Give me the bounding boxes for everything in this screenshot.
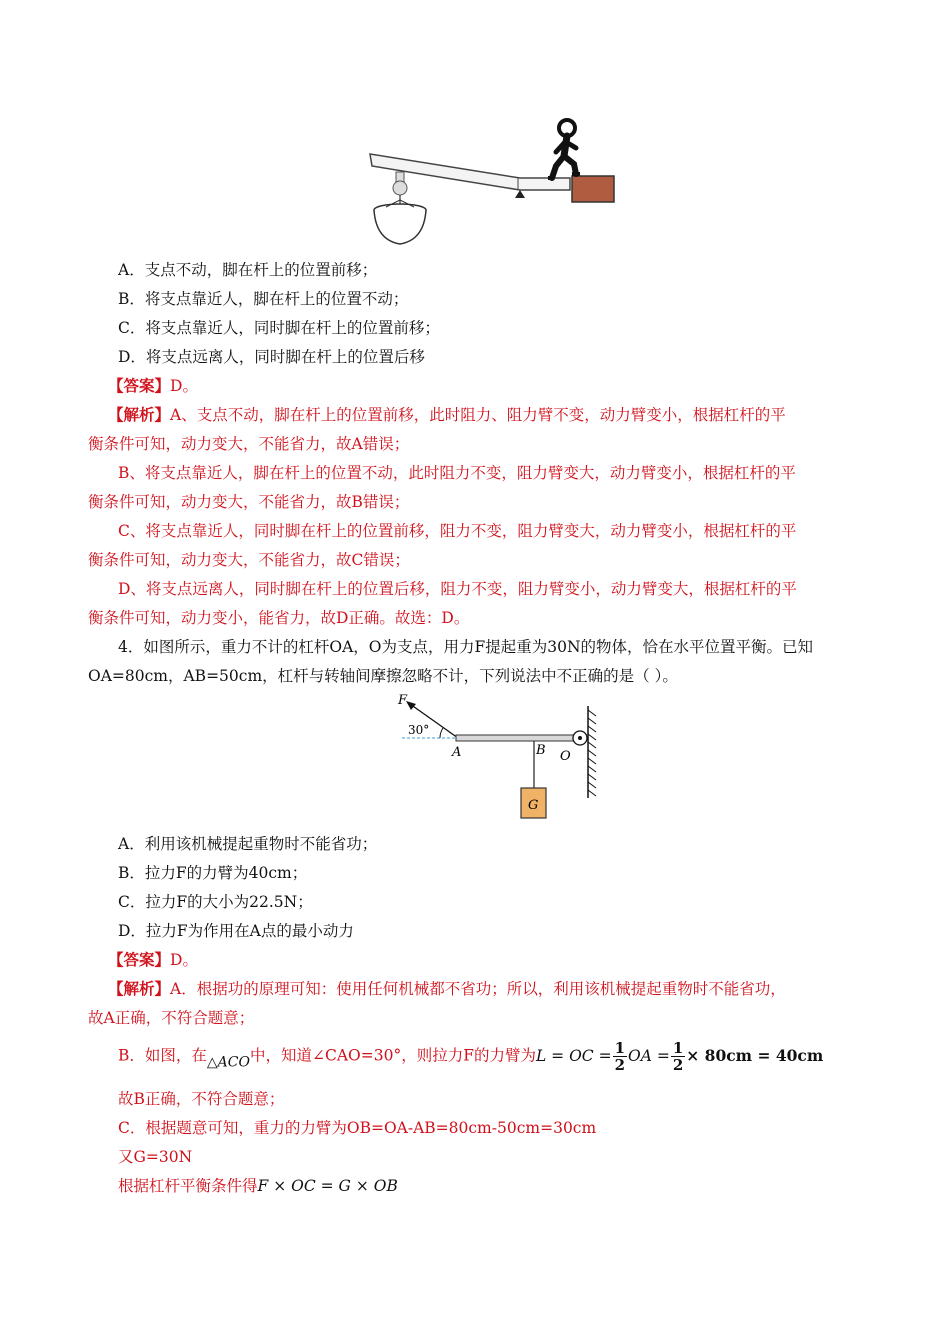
q3-analysis-line-3: B、将支点靠近人，脚在杆上的位置不动，此时阻力不变，阻力臂变大，动力臂变小，根据杠杆的平 <box>118 464 796 482</box>
q4-option-a: A．利用该机械提起重物时不能省功； <box>118 835 378 853</box>
q4-analysis-line-2: 故A正确，不符合题意； <box>88 1009 255 1027</box>
q3-analysis-line-7: D、将支点远离人，同时脚在杆上的位置后移，阻力不变，阻力臂变小，动力臂变大，根据杠杆的平 <box>118 580 797 598</box>
q4-option-c: C．拉力F的大小为22.5N； <box>118 893 313 911</box>
lever-oa-figure <box>396 688 616 823</box>
q3-option-b: B．将支点靠近人，脚在杆上的位置不动； <box>118 290 409 308</box>
q3-analysis-line-6: 衡条件可知，动力变大，不能省力，故C错误； <box>88 551 410 569</box>
q4-option-b: B．拉力F的力臂为40cm； <box>118 864 308 882</box>
q3-analysis-line-4: 衡条件可知，动力变大，不能省力，故B错误； <box>88 493 410 511</box>
label-f: F <box>398 693 408 708</box>
lever-person-figure <box>360 112 630 252</box>
label-angle: 30° <box>408 723 430 737</box>
label-a: A <box>452 745 462 760</box>
q4-analysis-g: 又G=30N <box>118 1148 193 1166</box>
q4-answer: 【答案】D。 <box>108 950 198 969</box>
q4-analysis-line-1: 【解析】A．根据功的原理可知：使用任何机械都不省功；所以，利用该机械提起重物时不能省功， <box>108 979 786 998</box>
q3-option-d: D．将支点远离人，同时脚在杆上的位置后移 <box>118 348 425 366</box>
q4-analysis-b-conclusion: 故B正确，不符合题意； <box>118 1090 285 1108</box>
q4-option-d: D．拉力F为作用在A点的最小动力 <box>118 922 354 940</box>
q3-option-a: A．支点不动，脚在杆上的位置前移； <box>118 261 378 279</box>
q4-analysis-balance: 根据杠杆平衡条件得F × OC = G × OB <box>118 1177 398 1195</box>
q4-analysis-c: C．根据题意可知，重力的力臂为OB=OA-AB=80cm-50cm=30cm <box>118 1119 597 1137</box>
q3-analysis-line-5: C、将支点靠近人，同时脚在杆上的位置前移，阻力不变，阻力臂变大，动力臂变小，根据杠杆的平 <box>118 522 797 540</box>
q3-analysis-line-2: 衡条件可知，动力变大，不能省力，故A错误； <box>88 435 410 453</box>
q4-stem-line-2: OA=80cm，AB=50cm，杠杆与转轴间摩擦忽略不计，下列说法中不正确的是（ ）。 <box>88 667 678 685</box>
q3-option-c: C．将支点靠近人，同时脚在杆上的位置前移； <box>118 319 440 337</box>
q3-answer: 【答案】D。 <box>108 376 198 395</box>
label-o: O <box>560 749 571 764</box>
q3-analysis-line-8: 衡条件可知，动力变小，能省力，故D正确。故选：D。 <box>88 609 470 627</box>
q4-analysis-b: B．如图，在△ACO中，知道∠CAO=30°，则拉力F的力臂为L = OC = $\frac{1}{2}$ OA = $\frac{1}{2}$ × 80cm = 40cm <box>118 1039 824 1074</box>
label-b: B <box>536 743 546 758</box>
q4-stem-line-1: 4．如图所示，重力不计的杠杆OA，O为支点，用力F提起重为30N的物体，恰在水平位置平衡。已知 <box>118 638 814 656</box>
q3-analysis-line-1: 【解析】A、支点不动，脚在杆上的位置前移，此时阻力、阻力臂不变，动力臂变小，根据杠杆的平 <box>108 405 786 424</box>
label-g: G <box>528 798 539 813</box>
